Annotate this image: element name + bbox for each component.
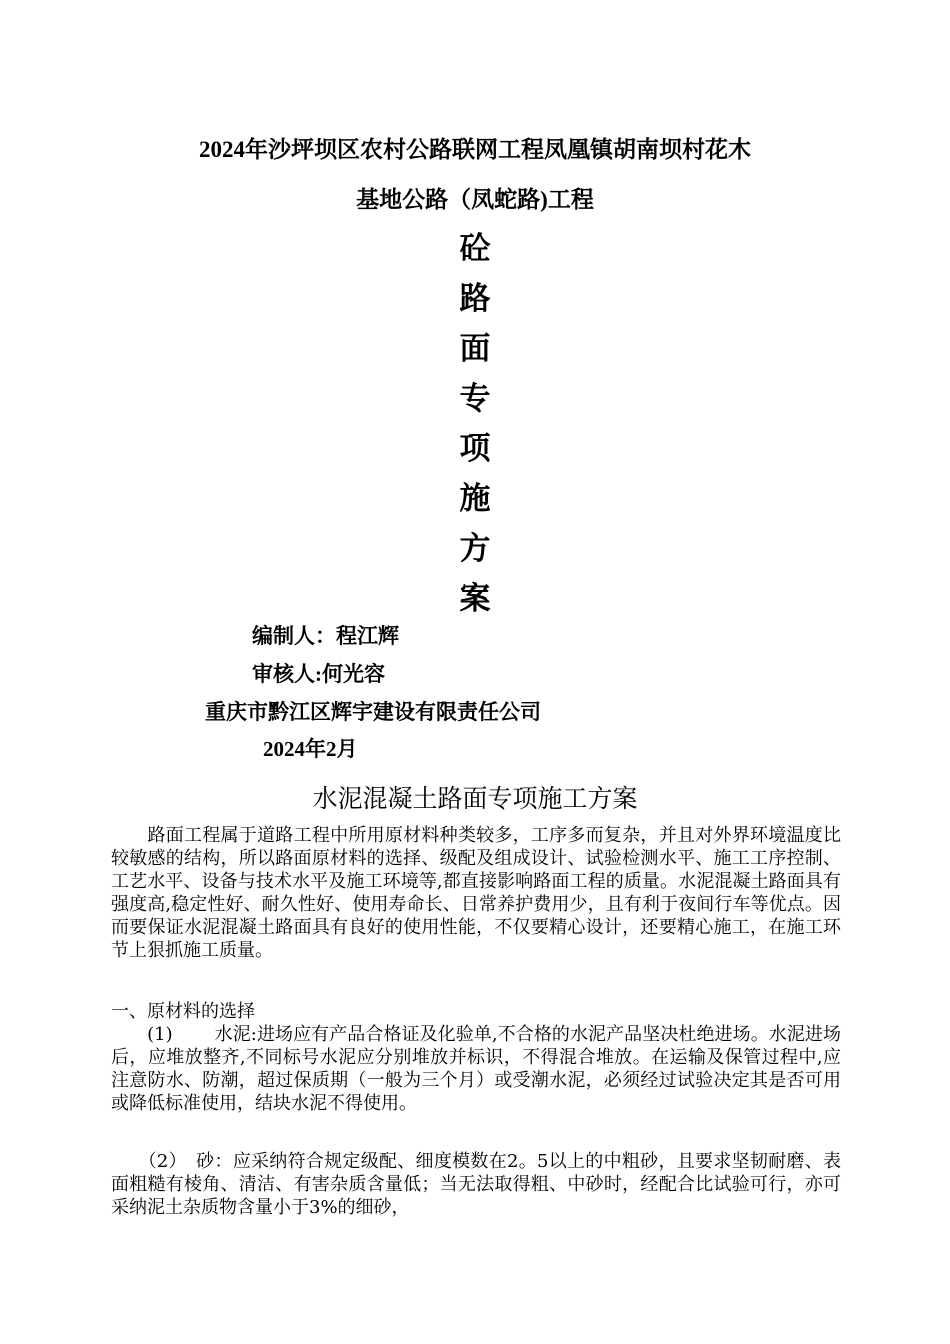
cover-date: 2024年2月 <box>263 737 358 761</box>
vertical-plan-title <box>445 228 505 628</box>
vertical-title-char: 砼 <box>459 231 491 267</box>
vertical-title-char: 方 <box>459 531 491 567</box>
vertical-title-char: 专 <box>459 381 491 417</box>
section-title: 一、原材料的选择 <box>111 1001 255 1022</box>
material-item-sand: （2） 砂：应采纳符合规定级配、细度模数在2。5以上的中粗砂，且要求坚韧耐磨、表面粗糙有棱角、清洁、有害杂质含量低；当无法取得粗、中砂时，经配合比试验可行，亦可采纳泥土杂质物含量小于3%的细砂， <box>111 1151 841 1218</box>
vertical-title-char: 项 <box>459 431 491 467</box>
intro-paragraph: 路面工程属于道路工程中所用原材料种类较多，工序多而复杂，并且对外界环境温度比较敏感的结构，所以路面原材料的选择、级配及组成设计、试验检测水平、施工工序控制、工艺水平、设备与技术水平及施工环境等,都直接影响路面工程的质量。水泥混凝土路面具有强度高,稳定性好、耐久性好、使用寿命长、日常养护费用少，且有利于夜间行车等优点。因而要保证水泥混凝土路面具有良好的使用性能，不仅要精心设计，还要精心施工，在施工环节上狠抓施工质量。 <box>111 825 841 961</box>
company-name: 重庆市黔江区辉宇建设有限责任公司 <box>205 700 541 724</box>
reviewer-line: 审核人:何光容 <box>252 662 385 686</box>
vertical-title-char: 施 <box>459 481 491 517</box>
vertical-title-char: 路 <box>459 281 491 317</box>
vertical-title-char: 面 <box>459 331 491 367</box>
cover-title-line-1: 2024年沙坪坝区农村公路联网工程凤凰镇胡南坝村花木 <box>199 137 751 162</box>
document-heading: 水泥混凝土路面专项施工方案 <box>312 784 638 813</box>
vertical-title-char: 案 <box>459 581 491 617</box>
compiler-line: 编制人：程江辉 <box>252 624 399 648</box>
cover-title-line-2: 基地公路（凤蛇路)工程 <box>356 187 594 212</box>
material-item-cement: (1) 水泥:进场应有产品合格证及化验单,不合格的水泥产品坚决杜绝进场。水泥进场后，应堆放整齐,不同标号水泥应分别堆放并标识，不得混合堆放。在运输及保管过程中,应注意防水、防潮，超过保质期（一般为三个月）或受潮水泥，必须经过试验决定其是否可用或降低标准使用，结块水泥不得使用。 <box>111 1024 841 1114</box>
